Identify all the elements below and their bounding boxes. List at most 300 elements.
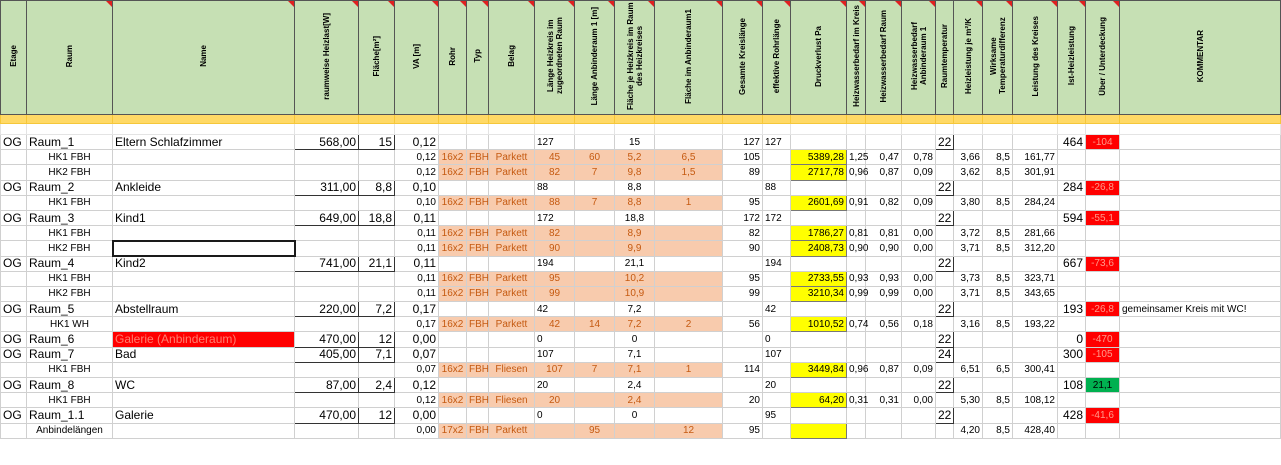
cell[interactable] (295, 150, 359, 165)
cell[interactable] (847, 332, 866, 347)
cell[interactable]: 0,56 (866, 317, 902, 332)
cell[interactable] (655, 302, 723, 317)
cell[interactable]: FBH (467, 195, 489, 210)
empty-cell[interactable] (1, 115, 27, 124)
cell[interactable] (723, 408, 763, 423)
cell[interactable]: 8,5 (983, 393, 1013, 408)
cell[interactable] (1120, 241, 1281, 256)
cell[interactable] (359, 150, 395, 165)
cell[interactable] (723, 378, 763, 393)
cell[interactable] (1, 286, 27, 301)
cell[interactable] (1013, 256, 1058, 271)
cell[interactable]: 1786,27 (791, 226, 847, 241)
cell[interactable]: HK1 FBH (27, 150, 113, 165)
cell[interactable] (866, 210, 902, 225)
cell[interactable]: 22 (936, 378, 954, 393)
cell[interactable]: 8,8 (615, 180, 655, 195)
cell[interactable] (113, 423, 295, 438)
cell[interactable]: 2408,73 (791, 241, 847, 256)
cell[interactable] (295, 165, 359, 180)
cell[interactable] (866, 347, 902, 362)
cell[interactable]: OG (1, 332, 27, 347)
cell[interactable]: 0,87 (866, 362, 902, 377)
cell[interactable]: Parkett (489, 271, 535, 286)
cell[interactable]: 464 (1058, 135, 1086, 150)
cell[interactable] (791, 135, 847, 150)
cell[interactable]: 21,1 (615, 256, 655, 271)
cell[interactable]: 18,8 (359, 210, 395, 225)
cell[interactable] (439, 408, 467, 423)
header-cell[interactable] (395, 1, 439, 115)
cell[interactable] (1058, 165, 1086, 180)
header-cell[interactable] (113, 1, 295, 115)
cell[interactable] (866, 423, 902, 438)
empty-cell[interactable] (467, 115, 489, 124)
cell[interactable] (866, 332, 902, 347)
cell[interactable]: 300 (1058, 347, 1086, 362)
cell[interactable]: 88 (763, 180, 791, 195)
cell[interactable]: Parkett (489, 286, 535, 301)
header-cell[interactable] (489, 1, 535, 115)
empty-cell[interactable] (655, 115, 723, 124)
cell[interactable]: 0 (535, 408, 575, 423)
cell[interactable]: 16x2 (439, 362, 467, 377)
cell[interactable] (359, 271, 395, 286)
cell[interactable] (723, 332, 763, 347)
cell[interactable]: 8,5 (983, 271, 1013, 286)
cell[interactable]: 0,07 (395, 347, 439, 362)
cell[interactable] (763, 195, 791, 210)
cell[interactable]: Kind2 (113, 256, 295, 271)
cell[interactable]: 7,2 (615, 317, 655, 332)
cell[interactable] (113, 271, 295, 286)
cell[interactable]: 0,12 (395, 135, 439, 150)
cell[interactable]: -470 (1086, 332, 1120, 347)
cell[interactable] (439, 332, 467, 347)
cell[interactable]: 16x2 (439, 317, 467, 332)
cell[interactable]: 312,20 (1013, 241, 1058, 256)
cell[interactable] (615, 423, 655, 438)
header-cell[interactable] (847, 1, 866, 115)
cell[interactable]: FBH (467, 241, 489, 256)
cell[interactable] (575, 393, 615, 408)
cell[interactable] (655, 378, 723, 393)
cell[interactable] (763, 271, 791, 286)
empty-cell[interactable] (1086, 124, 1120, 135)
cell[interactable] (791, 332, 847, 347)
cell[interactable] (575, 210, 615, 225)
cell[interactable]: 0,31 (847, 393, 866, 408)
cell[interactable]: HK1 FBH (27, 226, 113, 241)
cell[interactable]: 0,90 (847, 241, 866, 256)
cell[interactable] (295, 362, 359, 377)
cell[interactable]: 42 (535, 317, 575, 332)
header-cell[interactable] (902, 1, 936, 115)
cell[interactable]: 0,99 (866, 286, 902, 301)
cell[interactable]: Fliesen (489, 393, 535, 408)
cell[interactable]: 14 (575, 317, 615, 332)
empty-cell[interactable] (902, 115, 936, 124)
cell[interactable]: 56 (723, 317, 763, 332)
cell[interactable] (723, 347, 763, 362)
cell[interactable]: 161,77 (1013, 150, 1058, 165)
cell[interactable]: 2601,69 (791, 195, 847, 210)
cell[interactable]: 90 (535, 241, 575, 256)
cell[interactable]: -73,6 (1086, 256, 1120, 271)
empty-cell[interactable] (113, 124, 295, 135)
cell[interactable] (359, 286, 395, 301)
cell[interactable] (1013, 135, 1058, 150)
cell[interactable] (655, 408, 723, 423)
cell[interactable]: -105 (1086, 347, 1120, 362)
cell[interactable] (439, 302, 467, 317)
cell[interactable]: 3,71 (954, 286, 983, 301)
cell[interactable] (359, 362, 395, 377)
cell[interactable]: 8,5 (983, 286, 1013, 301)
cell[interactable] (1086, 271, 1120, 286)
empty-cell[interactable] (359, 124, 395, 135)
cell[interactable] (866, 378, 902, 393)
cell[interactable]: 3,71 (954, 241, 983, 256)
cell[interactable] (1013, 302, 1058, 317)
cell[interactable] (1058, 241, 1086, 256)
cell[interactable]: 21,1 (1086, 378, 1120, 393)
cell[interactable] (655, 286, 723, 301)
cell[interactable]: 649,00 (295, 210, 359, 225)
cell[interactable] (1058, 271, 1086, 286)
cell[interactable] (359, 317, 395, 332)
cell[interactable]: Eltern Schlafzimmer (113, 135, 295, 150)
empty-cell[interactable] (113, 115, 295, 124)
cell[interactable] (1120, 332, 1281, 347)
cell[interactable]: -26,8 (1086, 302, 1120, 317)
cell[interactable]: 95 (763, 408, 791, 423)
cell[interactable]: 3,73 (954, 271, 983, 286)
cell[interactable] (983, 408, 1013, 423)
cell[interactable] (113, 286, 295, 301)
cell[interactable] (763, 150, 791, 165)
cell[interactable] (655, 347, 723, 362)
cell[interactable] (467, 210, 489, 225)
cell[interactable]: 1 (655, 362, 723, 377)
cell[interactable] (866, 408, 902, 423)
cell[interactable] (113, 393, 295, 408)
cell[interactable]: OG (1, 180, 27, 195)
cell[interactable]: 22 (936, 302, 954, 317)
cell[interactable] (791, 378, 847, 393)
cell[interactable] (936, 226, 954, 241)
empty-cell[interactable] (847, 115, 866, 124)
cell[interactable]: 172 (763, 210, 791, 225)
cell[interactable] (1120, 362, 1281, 377)
cell[interactable] (489, 256, 535, 271)
cell[interactable] (1086, 393, 1120, 408)
cell[interactable] (1086, 286, 1120, 301)
cell[interactable]: 0,11 (395, 226, 439, 241)
cell[interactable] (847, 180, 866, 195)
cell[interactable]: FBH (467, 165, 489, 180)
cell[interactable] (936, 150, 954, 165)
cell[interactable]: 594 (1058, 210, 1086, 225)
cell[interactable] (791, 210, 847, 225)
cell[interactable]: 0,09 (902, 195, 936, 210)
header-cell[interactable] (655, 1, 723, 115)
cell[interactable] (954, 210, 983, 225)
cell[interactable] (1120, 150, 1281, 165)
cell[interactable] (575, 408, 615, 423)
cell[interactable]: 0,11 (395, 271, 439, 286)
cell[interactable] (1013, 180, 1058, 195)
cell[interactable] (1, 150, 27, 165)
cell[interactable]: -104 (1086, 135, 1120, 150)
cell[interactable]: 82 (535, 226, 575, 241)
cell[interactable]: 8,5 (983, 241, 1013, 256)
cell[interactable]: HK2 FBH (27, 286, 113, 301)
cell[interactable] (1086, 195, 1120, 210)
cell[interactable]: FBH (467, 362, 489, 377)
cell[interactable]: 284 (1058, 180, 1086, 195)
cell[interactable]: 3,80 (954, 195, 983, 210)
cell[interactable]: WC (113, 378, 295, 393)
cell[interactable]: 0,11 (395, 256, 439, 271)
empty-cell[interactable] (866, 115, 902, 124)
cell[interactable]: 0,31 (866, 393, 902, 408)
header-cell[interactable] (615, 1, 655, 115)
cell[interactable]: 568,00 (295, 135, 359, 150)
cell[interactable]: 64,20 (791, 393, 847, 408)
cell[interactable]: OG (1, 347, 27, 362)
cell[interactable] (575, 271, 615, 286)
empty-cell[interactable] (395, 115, 439, 124)
cell[interactable]: 6,5 (655, 150, 723, 165)
cell[interactable] (113, 362, 295, 377)
cell[interactable]: Parkett (489, 150, 535, 165)
cell[interactable] (954, 256, 983, 271)
cell[interactable] (763, 226, 791, 241)
cell[interactable]: 2733,55 (791, 271, 847, 286)
cell[interactable]: 6,51 (954, 362, 983, 377)
cell[interactable]: Parkett (489, 241, 535, 256)
empty-cell[interactable] (954, 124, 983, 135)
cell[interactable] (1086, 165, 1120, 180)
cell[interactable]: 284,24 (1013, 195, 1058, 210)
cell[interactable] (489, 210, 535, 225)
cell[interactable]: 0,11 (395, 210, 439, 225)
cell[interactable] (847, 135, 866, 150)
cell[interactable] (439, 210, 467, 225)
empty-cell[interactable] (489, 124, 535, 135)
cell[interactable] (113, 165, 295, 180)
cell[interactable]: 2,4 (359, 378, 395, 393)
cell[interactable]: 22 (936, 256, 954, 271)
cell[interactable] (1120, 423, 1281, 438)
cell[interactable] (467, 378, 489, 393)
cell[interactable]: 0,91 (847, 195, 866, 210)
cell[interactable] (1120, 135, 1281, 150)
cell[interactable]: 0,82 (866, 195, 902, 210)
cell[interactable] (983, 210, 1013, 225)
cell[interactable]: 15 (359, 135, 395, 150)
cell[interactable] (954, 347, 983, 362)
cell[interactable]: 16x2 (439, 226, 467, 241)
cell[interactable] (1013, 210, 1058, 225)
cell[interactable] (954, 302, 983, 317)
header-cell[interactable] (439, 1, 467, 115)
cell[interactable] (1, 195, 27, 210)
cell[interactable] (1058, 423, 1086, 438)
cell[interactable]: Parkett (489, 423, 535, 438)
cell[interactable] (847, 378, 866, 393)
cell[interactable] (575, 302, 615, 317)
cell[interactable]: HK2 FBH (27, 165, 113, 180)
cell[interactable]: FBH (467, 271, 489, 286)
cell[interactable]: 99 (535, 286, 575, 301)
cell[interactable] (1120, 378, 1281, 393)
cell[interactable]: 428,40 (1013, 423, 1058, 438)
cell[interactable] (1, 241, 27, 256)
cell[interactable]: Parkett (489, 226, 535, 241)
cell[interactable] (295, 423, 359, 438)
cell[interactable]: Abstellraum (113, 302, 295, 317)
empty-cell[interactable] (615, 115, 655, 124)
cell[interactable]: 127 (763, 135, 791, 150)
cell[interactable]: 114 (723, 362, 763, 377)
cell[interactable]: 0,00 (902, 393, 936, 408)
cell[interactable] (1086, 362, 1120, 377)
empty-cell[interactable] (1, 124, 27, 135)
cell[interactable] (1120, 286, 1281, 301)
empty-cell[interactable] (954, 115, 983, 124)
cell[interactable] (655, 393, 723, 408)
cell[interactable]: 311,00 (295, 180, 359, 195)
cell[interactable]: FBH (467, 317, 489, 332)
cell[interactable] (1120, 347, 1281, 362)
cell[interactable]: 5389,28 (791, 150, 847, 165)
cell[interactable] (295, 195, 359, 210)
cell[interactable] (936, 165, 954, 180)
cell[interactable]: 108 (1058, 378, 1086, 393)
cell[interactable]: 0,11 (395, 241, 439, 256)
cell[interactable] (936, 286, 954, 301)
cell[interactable]: 2717,78 (791, 165, 847, 180)
cell[interactable]: HK1 FBH (27, 362, 113, 377)
cell[interactable]: 3,62 (954, 165, 983, 180)
cell[interactable]: 172 (535, 210, 575, 225)
cell[interactable] (1, 423, 27, 438)
empty-cell[interactable] (936, 115, 954, 124)
cell[interactable]: 2,4 (615, 378, 655, 393)
empty-cell[interactable] (615, 124, 655, 135)
cell[interactable]: 3,66 (954, 150, 983, 165)
cell[interactable]: OG (1, 378, 27, 393)
cell[interactable] (1, 317, 27, 332)
cell[interactable] (902, 256, 936, 271)
cell[interactable]: 105 (723, 150, 763, 165)
cell[interactable]: OG (1, 135, 27, 150)
empty-cell[interactable] (1013, 115, 1058, 124)
cell[interactable]: Raum_1.1 (27, 408, 113, 423)
cell[interactable]: Raum_4 (27, 256, 113, 271)
cell[interactable] (902, 347, 936, 362)
cell[interactable]: 82 (535, 165, 575, 180)
cell[interactable]: Raum_7 (27, 347, 113, 362)
cell[interactable]: 0,18 (902, 317, 936, 332)
cell[interactable]: HK1 FBH (27, 271, 113, 286)
cell[interactable]: 7,1 (615, 362, 655, 377)
cell[interactable] (467, 135, 489, 150)
cell[interactable]: 127 (723, 135, 763, 150)
cell[interactable] (489, 378, 535, 393)
cell[interactable]: 127 (535, 135, 575, 150)
cell[interactable]: 343,65 (1013, 286, 1058, 301)
cell[interactable]: 8,5 (983, 423, 1013, 438)
cell[interactable]: 5,2 (615, 150, 655, 165)
cell[interactable]: 0,96 (847, 165, 866, 180)
cell[interactable] (575, 286, 615, 301)
cell[interactable]: 300,41 (1013, 362, 1058, 377)
cell[interactable]: 0 (535, 332, 575, 347)
cell[interactable] (439, 135, 467, 150)
header-cell[interactable] (954, 1, 983, 115)
cell[interactable] (359, 423, 395, 438)
cell[interactable]: 8,9 (615, 226, 655, 241)
cell[interactable] (1013, 408, 1058, 423)
cell[interactable] (467, 180, 489, 195)
cell[interactable]: 8,5 (983, 150, 1013, 165)
cell[interactable]: 12 (655, 423, 723, 438)
cell[interactable]: FBH (467, 226, 489, 241)
cell[interactable]: 301,91 (1013, 165, 1058, 180)
cell[interactable]: Parkett (489, 195, 535, 210)
cell[interactable]: 0,00 (902, 286, 936, 301)
empty-cell[interactable] (295, 124, 359, 135)
cell[interactable]: 12 (359, 332, 395, 347)
cell[interactable]: HK2 FBH (27, 241, 113, 256)
cell[interactable] (902, 180, 936, 195)
empty-cell[interactable] (1086, 115, 1120, 124)
cell[interactable]: 194 (763, 256, 791, 271)
cell[interactable]: 82 (723, 226, 763, 241)
cell[interactable]: 20 (535, 393, 575, 408)
cell[interactable] (936, 271, 954, 286)
empty-cell[interactable] (575, 115, 615, 124)
cell[interactable] (113, 150, 295, 165)
empty-cell[interactable] (1058, 115, 1086, 124)
cell[interactable]: 9,9 (615, 241, 655, 256)
cell[interactable]: 281,66 (1013, 226, 1058, 241)
cell[interactable]: 8,5 (983, 317, 1013, 332)
cell[interactable] (1, 226, 27, 241)
cell[interactable]: 0,00 (395, 408, 439, 423)
cell[interactable] (1120, 256, 1281, 271)
empty-cell[interactable] (489, 115, 535, 124)
cell[interactable]: 107 (535, 362, 575, 377)
cell[interactable] (655, 226, 723, 241)
cell[interactable]: 95 (535, 271, 575, 286)
cell[interactable]: 16x2 (439, 241, 467, 256)
cell[interactable]: 3,72 (954, 226, 983, 241)
cell[interactable] (1, 362, 27, 377)
cell[interactable]: 7,1 (615, 347, 655, 362)
cell[interactable]: 193,22 (1013, 317, 1058, 332)
empty-cell[interactable] (791, 124, 847, 135)
cell[interactable]: 2,4 (615, 393, 655, 408)
cell[interactable]: Ankleide (113, 180, 295, 195)
cell[interactable]: HK1 FBH (27, 195, 113, 210)
cell[interactable]: Parkett (489, 317, 535, 332)
cell[interactable]: 107 (763, 347, 791, 362)
cell[interactable] (489, 347, 535, 362)
